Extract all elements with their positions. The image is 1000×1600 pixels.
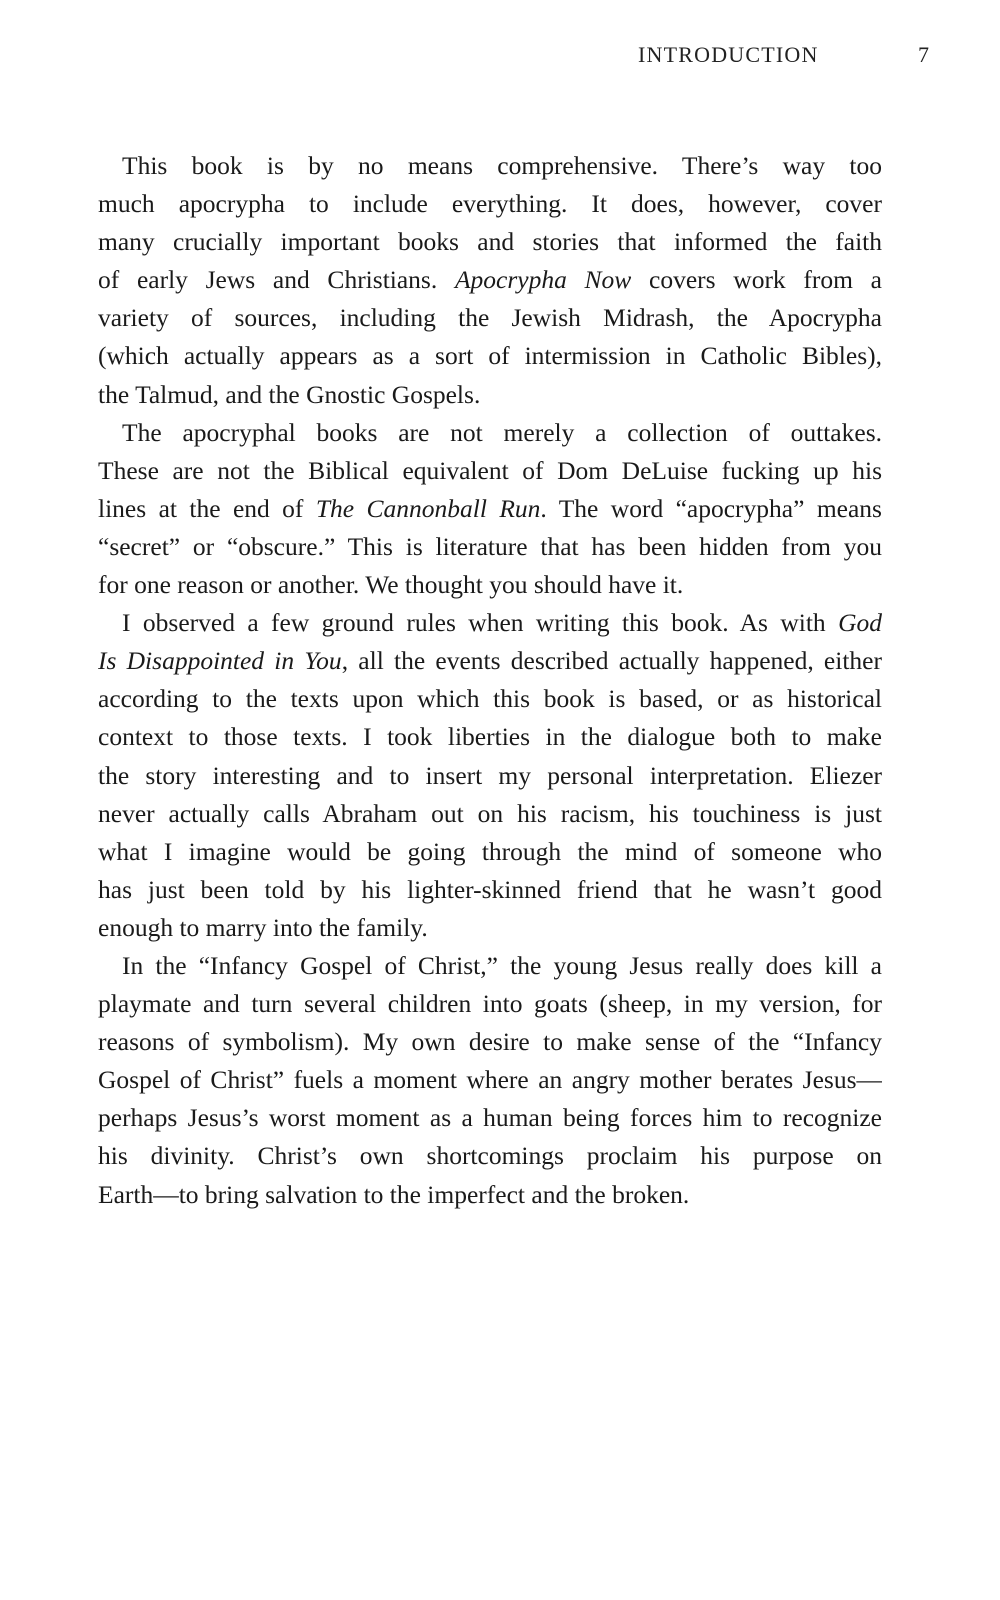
text-line: [98, 185, 882, 223]
text-segment: his divinity. Christ’s own shortcomings proclaim his purpose on: [98, 1141, 882, 1171]
text-line: [98, 604, 882, 642]
text-line: [98, 299, 882, 337]
paragraph: [98, 604, 882, 947]
text-line: [98, 947, 882, 985]
text-line: [98, 642, 882, 680]
running-title: INTRODUCTION: [638, 42, 819, 67]
text-line: [98, 414, 882, 452]
text-line: [98, 261, 882, 299]
text-segment: The apocryphal books are not merely a collection of outtakes.: [122, 417, 882, 447]
running-head: [0, 40, 1000, 72]
text-segment: many crucially important books and stories that informed the faith: [98, 227, 882, 257]
text-line: [98, 833, 882, 871]
text-line: [98, 718, 882, 756]
italic-title: God: [838, 608, 882, 638]
text-segment: Gospel of Christ” fuels a moment where an angry mother berates Jesus—: [98, 1065, 882, 1095]
text-line: [98, 1176, 882, 1214]
text-segment: the story interesting and to insert my personal interpretation. Eliezer: [98, 760, 882, 790]
text-segment: according to the texts upon which this book is based, or as historical: [98, 684, 882, 714]
text-segment: This book is by no means comprehensive. There’s way too: [122, 151, 882, 180]
text-segment: playmate and turn several children into goats (sheep, in my version, for: [98, 989, 882, 1019]
text-line: [98, 566, 882, 604]
italic-title: Is Disappointed in You: [98, 646, 342, 676]
text-segment: much apocrypha to include everything. It does, however, cover: [98, 189, 882, 219]
text-segment: of early Jews and Christians.: [98, 265, 455, 295]
paragraph: [98, 147, 882, 414]
text-line: [98, 452, 882, 490]
text-segment: These are not the Biblical equivalent of Dom DeLuise fucking up his: [98, 455, 882, 485]
text-segment: context to those texts. I took liberties in the dialogue both to make: [98, 722, 882, 752]
text-segment: has just been told by his lighter-skinned friend that he wasn’t good: [98, 874, 882, 904]
text-line: [98, 1099, 882, 1137]
text-line: [98, 1023, 882, 1061]
text-segment: for one reason or another. We thought you should have it.: [98, 570, 684, 600]
page-number: 7: [918, 42, 929, 67]
text-segment: (which actually appears as a sort of intermission in Catholic Bibles),: [98, 341, 882, 371]
paragraph: [98, 947, 882, 1214]
text-line: [98, 1061, 882, 1099]
text-line: [98, 376, 882, 414]
text-line: [98, 528, 882, 566]
text-segment: perhaps Jesus’s worst moment as a human being forces him to recognize: [98, 1103, 882, 1133]
text-segment: I observed a few ground rules when writing this book. As with: [122, 608, 839, 638]
text-segment: variety of sources, including the Jewish Midrash, the Apocrypha: [98, 303, 882, 333]
text-line: [98, 909, 882, 947]
text-line: [98, 680, 882, 718]
text-segment: covers work from a: [631, 265, 882, 295]
body-text: [98, 147, 882, 1214]
italic-title: The Cannonball Run: [315, 493, 541, 523]
text-segment: , all the events described actually happened, either: [341, 646, 882, 676]
text-segment: what I imagine would be going through the mind of someone who: [98, 836, 882, 866]
text-segment: Earth—to bring salvation to the imperfect and the broken.: [98, 1179, 690, 1209]
text-line: [98, 1137, 882, 1175]
text-line: [98, 795, 882, 833]
paragraph: [98, 414, 882, 604]
text-line: [98, 871, 882, 909]
italic-title: Apocrypha Now: [454, 265, 632, 295]
text-line: [98, 985, 882, 1023]
text-segment: never actually calls Abraham out on his racism, his touchiness is just: [98, 798, 882, 828]
text-line: [98, 337, 882, 375]
text-segment: lines at the end of: [98, 493, 316, 523]
text-segment: the Talmud, and the Gnostic Gospels.: [98, 379, 481, 409]
text-segment: enough to marry into the family.: [98, 912, 428, 942]
text-line: [98, 147, 882, 185]
text-line: [98, 223, 882, 261]
text-segment: reasons of symbolism). My own desire to make sense of the “Infancy: [98, 1027, 882, 1057]
text-segment: . The word “apocrypha” means: [540, 493, 882, 523]
text-segment: “secret” or “obscure.” This is literature that has been hidden from you: [98, 531, 882, 561]
text-line: [98, 490, 882, 528]
text-segment: In the “Infancy Gospel of Christ,” the young Jesus really does kill a: [122, 950, 882, 980]
text-line: [98, 757, 882, 795]
